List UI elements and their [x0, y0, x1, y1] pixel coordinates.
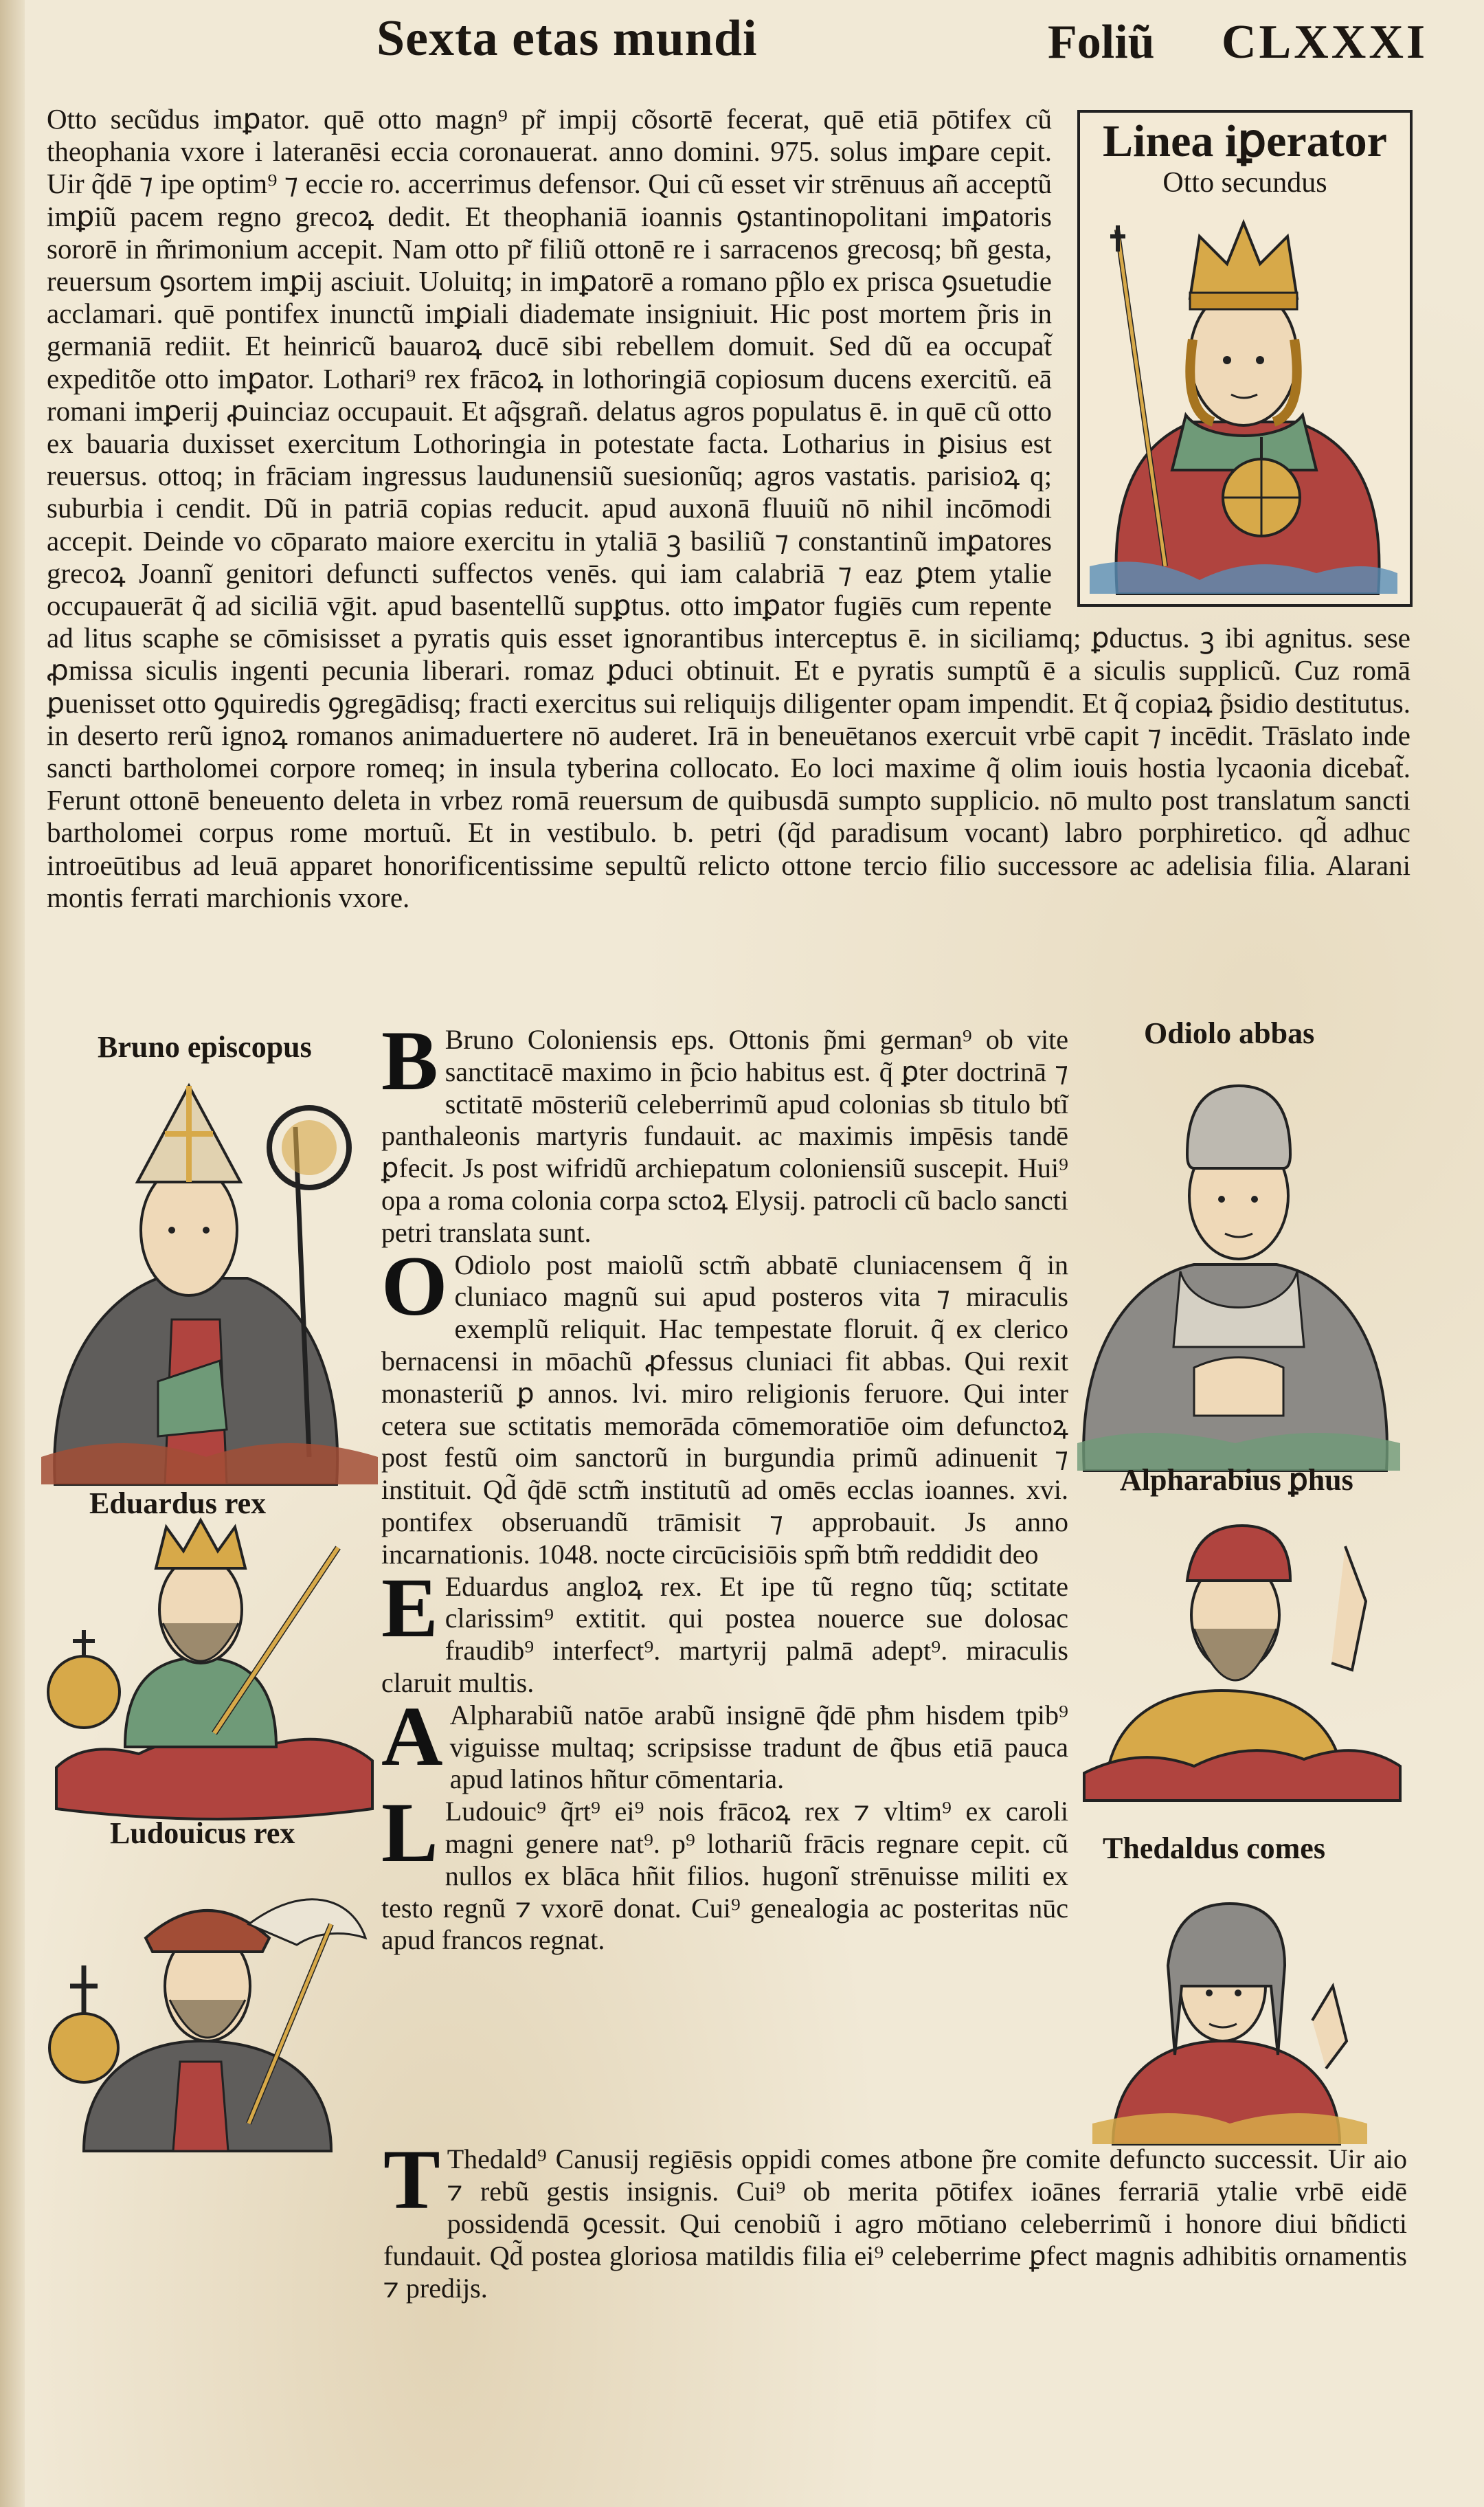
odiolo-portrait: [1077, 1058, 1400, 1471]
ludouicus-portrait: [43, 1856, 379, 2151]
bruno-portrait: [41, 1072, 378, 1484]
caption-alpharabius: Alpharabius ꝑhus: [1120, 1463, 1353, 1497]
caption-odiolo: Odiolo abbas: [1144, 1016, 1315, 1050]
folio-number: CLXXXI: [1222, 16, 1428, 69]
otto-secundus-portrait: [1090, 209, 1397, 594]
bruno-entry: [381, 1014, 1068, 1249]
otto-paragraph: Otto secũdus imꝑator. quē otto magn⁹ pr̃ impij cõsortē fecerat, quē etiā pōtifex cũ theophania vxore i lateranēsi eccia coronauerat. anno domini. 975. solus imꝑare cepit. Uir q̃dē ⁊ ipe optim⁹ ⁊ eccie ro. accerrimus defensor. Qui cũ esset vir strēnuus añ acceptũ imꝑiũ pacem regno grecoꝝ dedit. Et theophaniā ioannis ꝯstantinopolitani imꝑatoris sororē in m̃rimonium accepit. Nam otto pr̃ filiũ ottonē re i sarracenos grecosq; bñ gesta, reuersum ꝯsortem imꝑij asciuit. Uoluitq; in imꝑatorē a romano pp̃lo ex prisca ꝯsuetudie acclamari. quē pontifex inunctũ imꝑiali diademate insigniuit. Hic post mortem p̃ris in germaniā rediit. Et heinricũ bauaroꝝ ducē sibi rebellem domuit. Sed dũ ea occupat̃ expeditõe otto imꝑator. Lothari⁹ rex frācoꝝ in lothoringiā copiosum ducens exercitũ. eā romani imꝑerij ꝓuinciaz occupauit. Et aq̃sgrañ. delatus agros populatus ē. in quē cũ otto ex bauaria duxisset exercitum Lothoringia in potestate facta. Lotharius in ꝑisius est reuersus. ottoq; in frāciam ingressus laudunensiũ suesionũq; agros vastatis. parisioꝝ q; suburbia i cendit. Dũ in patriā copias reducit. apud auxonā fluuiũ nō nihil incōmodi accepit. Deinde vo cōparato maiore exercitu in ytaliā ꝫ basiliũ ⁊ constantinũ imꝑatores grecoꝝ Joannĩ genitori defuncti suffectos venēs. qui iam calabriā ⁊ eaz ꝑtem ytalie occupauerāt q̃ ad siciliā vḡit. apud basentellũ supꝑtus. otto imꝑator fugiēs cum repente ad litus scaphe se cōmisisset a pyratis quis esset ignorantibus interceptus ē. in siciliamq; ꝑductus. ꝫ ibi agnitus. sese ꝓmissa siculis ingenti pecunia liberari. romaz ꝑduci obtinuit. Et e pyratis sumptũ ē a siculis supplicũ. Cuz romā ꝑuenisset otto ꝯquiredis ꝯgregādisq; fracti exercitus sui reliquijs diligenter opam impendit. Et q̃ copiaꝝ p̃sidio destitutus. in deserto rerũ ignoꝝ romanos animaduertere nō auderet. Irā in beneuētanos exercuit vrbē capit ⁊ incēdit. Trāslato inde sancti bartholomei corpore romeq; in insula tyberina collocato. Eo loci maxime q̃ olim iouis hostia lycaonia dicebat̃. Ferunt ottonē beneuento deleta in vrbez romā reuersum de quibusdā sumpto supplicio. nō multo post translatum sancti bartholomei corpus rome mortuũ. Et in vestibulo. b. petri (q̃d paradisum vocant) labro porphiretico. qd̃ adhuc introeūtibus ad leuā apparet honorificentissime sepultũ relicto ottone tercio filio successore ac adelisia filia. Alarani montis ferrati marchionis vxore.: [47, 103, 1410, 913]
dropcap-t: T: [383, 2132, 440, 2227]
page-gutter: [0, 0, 25, 2507]
eduardus-text: Eduardus angloꝝ rex. Et ipe tũ regno tũq; sctitate clarissim⁹ extitit. qui postea nouerce sue dolosac fraudib⁹ interfect⁹. martyrij palmā adept⁹. miraculis claruit multis.: [381, 1570, 1068, 1698]
odiolo-entry: [381, 1238, 1068, 1571]
dropcap-l: L: [381, 1785, 438, 1880]
ludouicus-entry: [381, 1785, 1068, 1957]
caption-eduardus: Eduardus rex: [89, 1486, 267, 1520]
dropcap-a: A: [381, 1689, 443, 1783]
eduardus-entry: [381, 1560, 1068, 1700]
alpharabius-entry: [381, 1689, 1068, 1796]
caption-thedaldus: Thedaldus comes: [1103, 1831, 1325, 1865]
caption-bruno: Bruno episcopus: [98, 1030, 312, 1064]
linea-imperatorum-box: [1077, 110, 1413, 607]
middle-column: [381, 1014, 1068, 1957]
thedaldus-block: [47, 2132, 1407, 2304]
bruno-text: Bruno Coloniensis eps. Ottonis p̃mi german⁹ ob vite sanctitacē maximo in p̃cio habitus est. q̃ ꝑter doctrinā ⁊ sctitatē mōsteriũ celeberrimũ apud colonias sb titulo btĩ panthaleonis martyris fundauit. ac maximis impēsis tandē ꝑfecit. Js post wifridũ archiepatum coloniensiũ suscepit. Hui⁹ opa a roma colonia corpa sctoꝝ Elysij. patrocli cũ baclo sancti petri translata sunt.: [381, 1024, 1068, 1248]
dropcap-e: E: [381, 1560, 438, 1655]
dropcap-o: O: [381, 1238, 448, 1333]
linea-title: Linea iꝑerator: [1103, 116, 1387, 166]
odiolo-text: Odiolo post maiolũ sctm̃ abbatē cluniacensem q̃ in cluniaco magnũ sui apud posteros vita ⁊ miraculis exemplũ reliquit. Hac tempestate floruit. q̃ ex clerico bernacensi in mōachũ ꝓfessus cluniaci fit abbas. Qui rexit monasteriũ ꝑ annos. lvi. miro religionis feruore. Qui inter cetera sue sctitatis memorāda cōmemoratiōe oim defunctoꝝ post festũ oim sanctorũ in burgundia primũ adinuenit ⁊ instituit. Qd̃ q̃dē sctm̃ institutũ ad omēs ecclas ioannes. xvi. pontifex obseruandũ trāmisit ⁊ approbauit. Js anno incarnationis. 1048. nocte circūcisiōis spm̃ btm̃ reddidit deo: [381, 1249, 1068, 1570]
alpharabius-text: Alpharabiũ natōe arabũ insignē q̃dē pħm hisdem tpib⁹ viguisse multaq; scripsisse tradunt de q̃bus etiā pauca apud latinos hñtur cōmentaria.: [449, 1699, 1068, 1795]
folio-label: Foliũ: [1048, 16, 1155, 69]
linea-subtitle: Otto secundus: [1162, 167, 1327, 199]
alpharabius-portrait: [1077, 1498, 1400, 1801]
dropcap-b: B: [381, 1014, 438, 1108]
running-head: Sexta etas mundi: [376, 10, 758, 67]
thedaldus-text: Thedald⁹ Canusij regiēsis oppidi comes atbone p̃re comite defuncto successit. Uir aio ⁊ rebũ gestis insignis. Cui⁹ ob merita pōtifex ioānes ferrariā ytalie vrbē eidē possidendā ꝯcessit. Qui cenobiũ i agro mōtiano celeberrimũ i honore diui bñdicti fundauit. Qd̃ postea gloriosa matildis filia ei⁹ celeberrime ꝑfect magnis adhibitis ornamentis ⁊ predijs.: [383, 2143, 1407, 2304]
caption-ludouicus: Ludouicus rex: [110, 1816, 295, 1850]
thedaldus-entry: [47, 2132, 1407, 2304]
thedaldus-portrait: [1092, 1883, 1367, 2144]
eduardus-portrait: [43, 1520, 379, 1816]
ludouicus-text: Ludouic⁹ q̃rt⁹ ei⁹ nois frācoꝝ rex ⁊ vltim⁹ ex caroli magni genere nat⁹. p⁹ lothariũ frācis regnare cepit. cũ nullos ex blāca hñit filios. hugonĩ strēnuisse militi ex testo regnũ ⁊ vxorē donat. Cui⁹ genealogia ac posteritas nūc apud francos regnat.: [381, 1796, 1068, 1956]
